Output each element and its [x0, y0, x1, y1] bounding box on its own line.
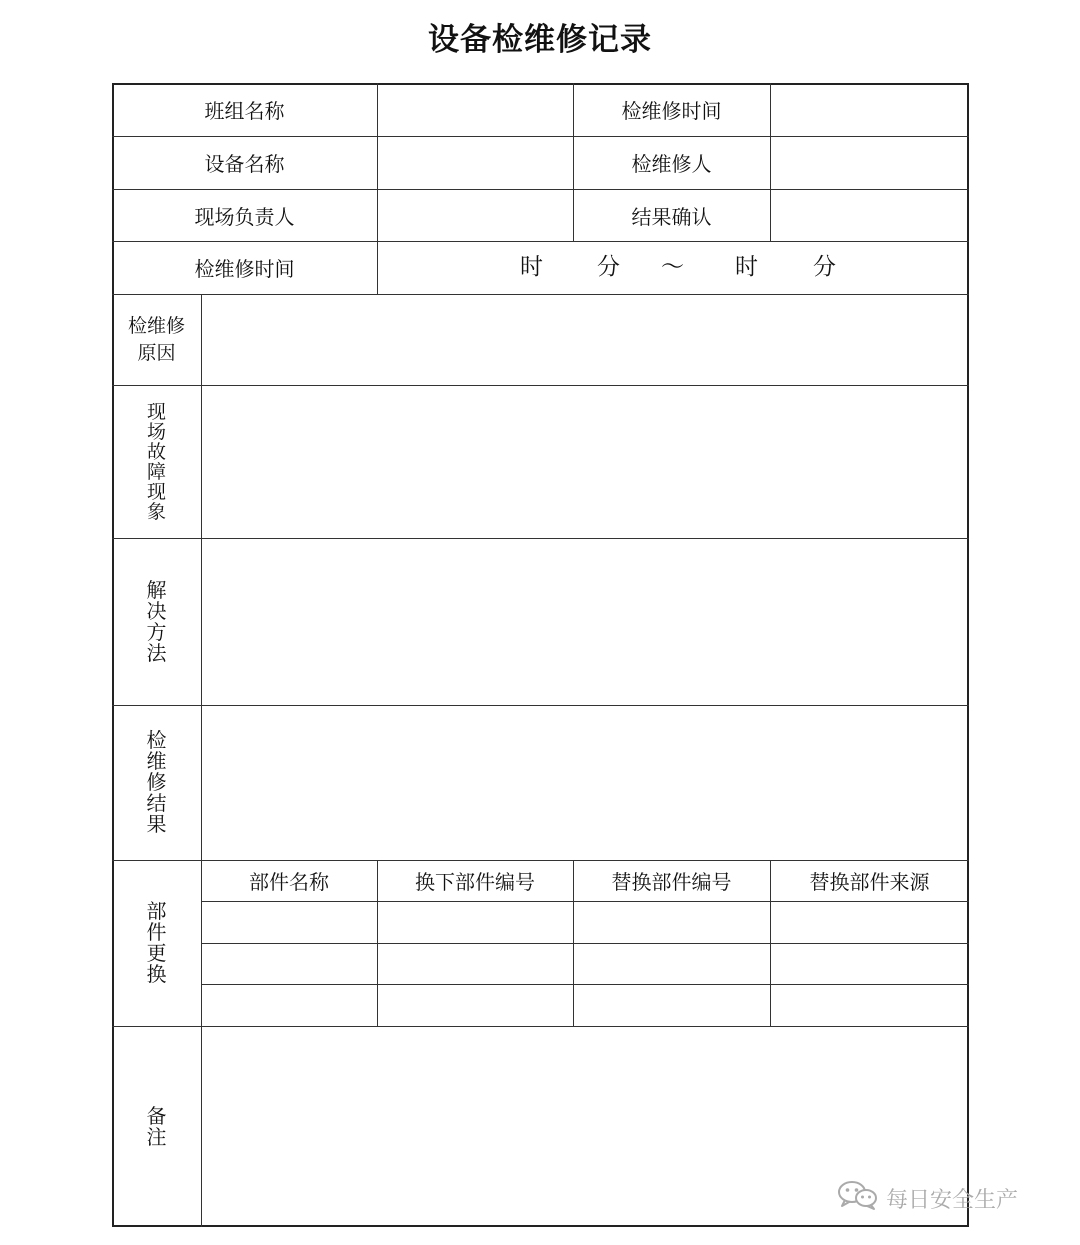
- reason-label: 检维修 原因: [127, 314, 185, 364]
- repair-time-field[interactable]: [770, 83, 969, 136]
- repairer-label: 检维修人: [631, 152, 712, 176]
- parts-table-cell[interactable]: [201, 901, 377, 943]
- page-title: 设备检维修记录: [428, 22, 652, 58]
- parts-table-cell[interactable]: [573, 943, 770, 984]
- time-range-field[interactable]: [377, 241, 969, 294]
- parts-table-cell[interactable]: [201, 984, 377, 1026]
- hour-start-label: 时: [520, 254, 543, 280]
- range-tilde: ～: [661, 254, 684, 280]
- parts-header-part-name: 部件名称: [249, 870, 329, 894]
- repair-duration-label: 检维修时间: [194, 257, 295, 281]
- solution-field[interactable]: [201, 538, 969, 705]
- watermark-text: 每日安全生产: [886, 1187, 1019, 1213]
- solution-label: 解 决 方 法: [146, 577, 167, 665]
- parts-header-replacement-number: 替换部件编号: [611, 870, 732, 894]
- watermark: [836, 1180, 1018, 1216]
- repairer-field[interactable]: [770, 136, 969, 189]
- equipment-name-label: 设备名称: [204, 152, 285, 176]
- parts-table-cell[interactable]: [377, 943, 573, 984]
- result-confirm-label: 结果确认: [631, 204, 712, 229]
- parts-table-cell[interactable]: [770, 943, 969, 984]
- parts-replacement-label: 部 件 更 换: [146, 899, 167, 986]
- hour-end-label: 时: [735, 254, 758, 280]
- parts-table-cell[interactable]: [377, 901, 573, 943]
- equipment-name-field[interactable]: [377, 136, 573, 189]
- site-supervisor-label: 现场负责人: [194, 204, 295, 229]
- fault-phenomenon-label: 现 场 故 障 现 象: [146, 400, 166, 523]
- remarks-label: 备 注: [146, 1103, 167, 1149]
- repair-result-field[interactable]: [201, 705, 969, 860]
- parts-table-cell[interactable]: [770, 901, 969, 943]
- parts-header-replacement-source: 替换部件来源: [809, 870, 930, 894]
- repair-time-label: 检维修时间: [621, 99, 722, 123]
- team-name-field[interactable]: [377, 83, 573, 136]
- parts-table-cell[interactable]: [377, 984, 573, 1026]
- parts-table-cell[interactable]: [201, 943, 377, 984]
- wechat-icon: [836, 1179, 880, 1217]
- fault-phenomenon-field[interactable]: [201, 385, 969, 538]
- repair-result-label: 检 维 修 结 果: [146, 728, 167, 836]
- parts-header-removed-number: 换下部件编号: [415, 870, 535, 894]
- minute-start-label: 分: [597, 254, 620, 280]
- parts-table-cell[interactable]: [573, 901, 770, 943]
- parts-table-cell[interactable]: [573, 984, 770, 1026]
- team-name-label: 班组名称: [204, 99, 285, 123]
- minute-end-label: 分: [813, 254, 836, 280]
- reason-field[interactable]: [201, 294, 969, 385]
- result-confirm-field[interactable]: [770, 189, 969, 241]
- site-supervisor-field[interactable]: [377, 189, 573, 241]
- repair-record-form: [112, 83, 969, 1227]
- parts-table-cell[interactable]: [770, 984, 969, 1026]
